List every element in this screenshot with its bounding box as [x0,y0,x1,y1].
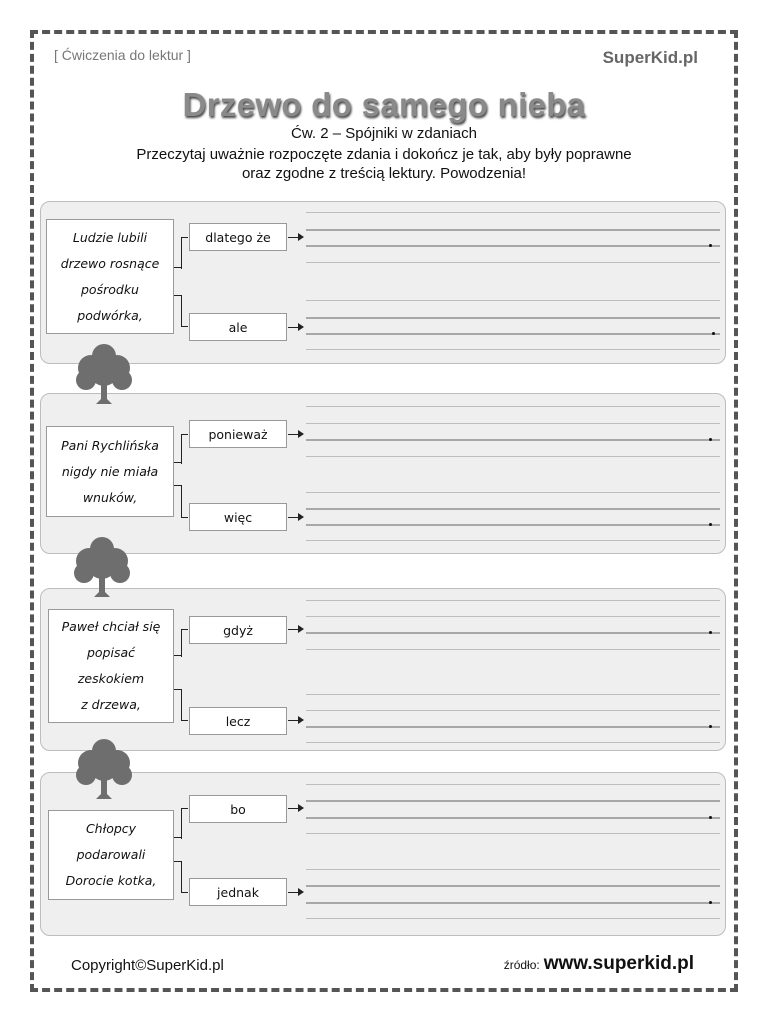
sentence-start: Chłopcy podarowali Dorocie kotka, [48,810,174,900]
sentence-start: Paweł chciał się popisać zeskokiem z drzewa, [48,609,174,723]
answer-line[interactable] [306,694,720,695]
instructions-line: Przeczytaj uważnie rozpoczęte zdania i dokończ je tak, aby były poprawne [136,146,632,163]
answer-line[interactable] [306,616,720,617]
bracket [181,485,188,518]
sentence-start: Ludzie lubili drzewo rosnące pośrodku podwórka, [46,219,174,334]
line-end-dot [709,725,712,728]
instructions [0,145,768,183]
answer-line[interactable] [306,349,720,350]
bracket [181,689,188,721]
conjunction-box: bo [189,795,287,823]
tree-icon [74,737,134,803]
answer-line[interactable] [306,742,720,743]
tree-icon [74,342,134,408]
conjunction-box: lecz [189,707,287,735]
source-label: źródło: [503,958,540,972]
arrow-right-icon [288,629,299,630]
bracket [174,689,181,690]
answer-line[interactable] [306,439,720,441]
arrow-right-icon [288,434,299,435]
sentence-start: Pani Rychlińska nigdy nie miała wnuków, [46,426,174,517]
answer-line[interactable] [306,492,720,493]
answer-line[interactable] [306,726,720,728]
answer-line[interactable] [306,784,720,785]
answer-line[interactable] [306,833,720,834]
bracket [174,861,181,862]
bracket [174,462,181,463]
answer-line[interactable] [306,885,720,887]
answer-line[interactable] [306,423,720,424]
arrow-right-icon [288,237,299,238]
arrow-right-icon [288,808,299,809]
arrow-right-icon [288,720,299,721]
arrow-right-icon [288,327,299,328]
answer-line[interactable] [306,229,720,231]
exercise-subtitle: Ćw. 2 – Spójniki w zdaniach [291,125,477,142]
answer-line[interactable] [306,649,720,650]
answer-line[interactable] [306,245,720,247]
conjunction-box: jednak [189,878,287,906]
category-tag: [ Ćwiczenia do lektur ] [54,47,191,63]
conjunction-box: ale [189,313,287,341]
bracket [174,267,181,268]
line-end-dot [709,631,712,634]
bracket [181,861,188,893]
answer-line[interactable] [306,456,720,457]
answer-line[interactable] [306,212,720,213]
answer-line[interactable] [306,508,720,510]
bracket [174,485,181,486]
brand-logo: SuperKid.pl [602,48,698,67]
answer-line[interactable] [306,406,720,407]
source-link[interactable]: www.superkid.pl [543,953,694,974]
arrow-right-icon [288,517,299,518]
line-end-dot [709,523,712,526]
line-end-dot [709,816,712,819]
bracket [181,808,188,839]
answer-line[interactable] [306,262,720,263]
bracket [174,295,181,296]
answer-line[interactable] [306,317,720,319]
conjunction-box: ponieważ [189,420,287,448]
line-end-dot [709,901,712,904]
bracket [174,655,181,656]
answer-line[interactable] [306,918,720,919]
conjunction-box: dlatego że [189,223,287,251]
bracket [181,629,188,657]
answer-line[interactable] [306,902,720,904]
line-end-dot [709,438,712,441]
bracket [181,237,188,269]
line-end-dot [709,244,712,247]
bracket [181,295,188,327]
answer-line[interactable] [306,333,720,335]
page-title: Drzewo do samego nieba [182,86,586,123]
answer-line[interactable] [306,300,720,301]
bracket [181,434,188,464]
source [504,953,694,975]
instructions-line: oraz zgodne z treścią lektury. Powodzenia! [241,165,527,182]
answer-line[interactable] [306,632,720,634]
conjunction-box: gdyż [189,616,287,644]
line-end-dot [712,332,715,335]
copyright: Copyright©SuperKid.pl [71,957,224,974]
answer-line[interactable] [306,540,720,541]
answer-line[interactable] [306,710,720,711]
arrow-right-icon [288,892,299,893]
tree-icon [72,535,132,601]
answer-line[interactable] [306,524,720,526]
bracket [174,837,181,838]
answer-line[interactable] [306,869,720,870]
answer-line[interactable] [306,800,720,802]
conjunction-box: więc [189,503,287,531]
answer-line[interactable] [306,600,720,601]
answer-line[interactable] [306,817,720,819]
